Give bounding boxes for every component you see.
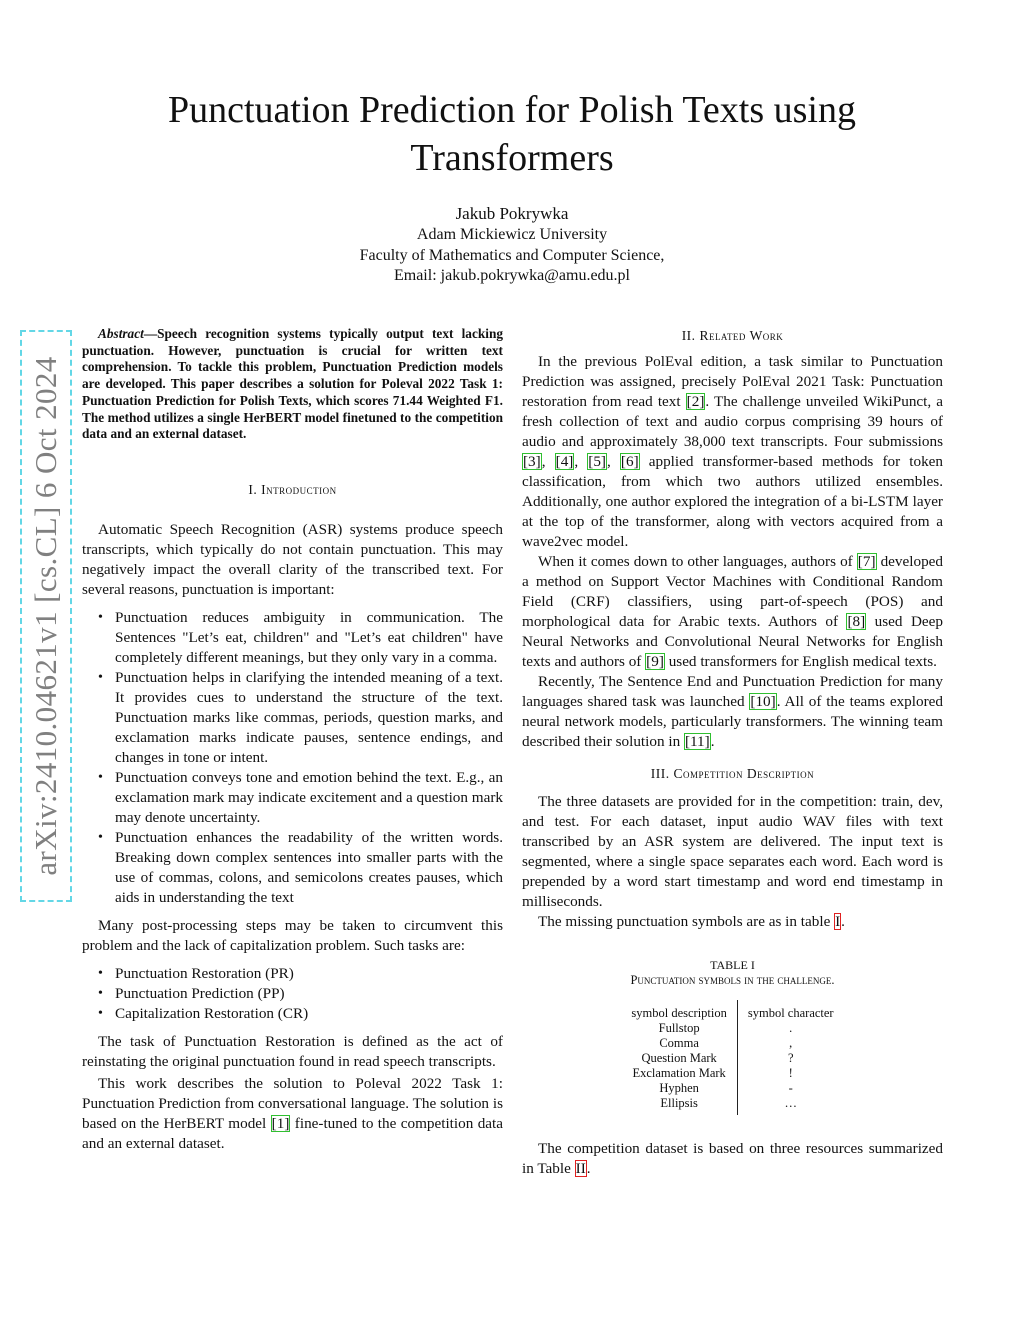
text-run: The missing punctuation symbols are as in table: [538, 913, 835, 930]
table-cell: ,: [789, 1036, 793, 1050]
citation-link[interactable]: [1]: [271, 1114, 290, 1132]
author-email: Email: jakub.pokrywka@amu.edu.pl: [393, 267, 630, 284]
section-title: Introduction: [261, 481, 337, 497]
abstract-text: —Speech recognition systems typically output text lacking punctuation. However, punctuation is crucial for written text comprehension. To tackle this problem, Punctuation Prediction models are developed. This paper describes a solution for Poleval 2022 Task 1: Punctuation Prediction for Polish Texts, which scores 71.44 Weighted F1. The method utilizes a single HerBERT model finetuned to the competition data and an external dataset.: [82, 326, 503, 442]
text-run: This work describes the solution to Poleval 2022 Task 1: Punctuation Prediction from conversational language. The solution is based on the HerBERT model: [82, 1074, 503, 1132]
section-number: II.: [681, 328, 696, 343]
text-run: .: [586, 1160, 591, 1177]
table-label: TABLE I: [710, 958, 755, 972]
table-row: [621, 1036, 843, 1051]
table-cell: !: [788, 1066, 793, 1080]
text-run: fine-tuned to the competition data and an external dataset.: [82, 1114, 503, 1152]
section-title: Competition Description: [673, 766, 815, 781]
table-cell: .: [789, 1021, 793, 1035]
list-item: • Punctuation helps in clarifying the intended meaning of a text. It provides cues to understand the structure of the text. Punctuation marks like commas, periods, question marks, and exclamation marks indicate pauses, sentence endings, and changes in tone or intent.: [115, 668, 503, 768]
table-cell: …: [784, 1096, 797, 1110]
text-run: . All of the teams explored neural network models, particularly transformers. The winning team described their solution in: [522, 693, 943, 750]
text-run: .: [841, 913, 845, 930]
paper-title: [100, 86, 924, 182]
related-work-paragraph-2: [522, 552, 943, 672]
section-heading-introduction: [82, 480, 503, 500]
list-item: • Punctuation reduces ambiguity in communication. The Sentences "Let’s eat, children" and "Let’s eat children" have completely different meanings, but they only vary in a comma.: [115, 608, 503, 668]
citation-link[interactable]: [2]: [686, 393, 705, 410]
left-column: [82, 326, 503, 1154]
table-cell: Hyphen: [621, 1081, 737, 1096]
title-line-2: Transformers: [410, 137, 614, 179]
text-run: used Deep Neural Networks and Convolutional Neural Networks for English texts and authors of: [522, 613, 943, 670]
table-cell: Fullstop: [621, 1021, 737, 1036]
arxiv-identifier: [20, 330, 72, 902]
citation-link[interactable]: [5]: [588, 453, 606, 470]
table-cell: ?: [787, 1051, 794, 1065]
citation-link[interactable]: [9]: [646, 653, 664, 670]
competition-paragraph-1: The three datasets are provided for in the competition: train, dev, and test. For each dataset, input audio WAV files with text transcribed by an ASR system are delivered. The input text is segmented, where a single space separates each word. Each word is prepended by a word start timestamp and word end timestamp in milliseconds.: [522, 793, 943, 910]
table-caption: [522, 973, 943, 988]
table-cell: Ellipsis: [621, 1096, 737, 1115]
intro-paragraph-2: Many post-processing steps may be taken to circumvent this problem and the lack of capitalization problem. Such tasks are:: [82, 916, 503, 954]
citation-link[interactable]: [6]: [620, 453, 639, 470]
list-item: • Capitalization Restoration (CR): [115, 1004, 503, 1024]
text-run: Recently, The Sentence End and Punctuation Prediction for many languages shared task was launched: [522, 673, 943, 710]
author-name: Jakub Pokrywka: [455, 204, 569, 223]
list-item: • Punctuation Restoration (PR): [115, 964, 503, 984]
list-item: • Punctuation Prediction (PP): [115, 984, 503, 1004]
caption-text: Punctuation symbols in the challenge.: [630, 973, 835, 987]
title-line-1: Punctuation Prediction for Polish Texts using: [167, 89, 856, 131]
table-header-row: [621, 1000, 843, 1021]
citation-link[interactable]: [10]: [750, 693, 776, 710]
section-number: I.: [248, 481, 258, 497]
abstract: [82, 326, 503, 443]
citation-link[interactable]: [3]: [523, 453, 541, 470]
arxiv-id-text: arXiv:2410.04621v1 [cs.CL] 6 Oct 2024: [28, 356, 63, 876]
citation-link[interactable]: [7]: [857, 553, 876, 570]
text-run: .: [710, 733, 715, 750]
table-cell: Question Mark: [621, 1051, 737, 1066]
text-run: applied transformer-based methods for token classification, from which two authors utilized ensembles. Additionally, one author explored the integration of a bi-LSTM layer at the top of the transformer, along with vectors acquired from a wave2vec model.: [522, 453, 944, 550]
citation-link[interactable]: [8]: [847, 613, 866, 630]
intro-paragraph-1: Automatic Speech Recognition (ASR) systems produce speech transcripts, which typically do not contain punctuation. This may negatively impact the overall clarity of the transcribed text. For several reasons, punctuation is important:: [82, 520, 503, 598]
list-item: • Punctuation enhances the readability of the written words. Breaking down complex sentences into smaller parts with the use of commas, colons, and semicolons creates pauses, which aids in understanding the text: [115, 828, 503, 908]
intro-paragraph-4: [82, 1074, 503, 1154]
right-column: [522, 326, 943, 1179]
table-header: symbol character: [747, 1006, 834, 1020]
table-1: [522, 958, 943, 1115]
competition-paragraph-2: [522, 912, 943, 932]
citation-link[interactable]: [4]: [555, 453, 574, 470]
table-reference-link[interactable]: I: [835, 913, 841, 930]
intro-paragraph-3: The task of Punctuation Restoration is defined as the act of reinstating the original punctuation found in read speech transcripts.: [82, 1032, 503, 1070]
section-title: Related Work: [699, 328, 784, 343]
text-run: used transformers for English medical texts.: [664, 653, 937, 670]
table-reference-link[interactable]: II: [575, 1160, 586, 1177]
table-row: [621, 1096, 843, 1115]
section-heading-related-work: [522, 326, 943, 346]
importance-list: [82, 608, 503, 908]
section-number: III.: [650, 766, 670, 781]
text-run: The competition dataset is based on three resources summarized in Table: [522, 1140, 943, 1177]
tasks-list: [82, 964, 503, 1024]
table-cell: -: [788, 1081, 793, 1095]
text-run: . The challenge unveiled WikiPunct, a fresh collection of text and audio corpus comprising 39 hours of audio and approximately 38,000 text transcripts. Four submissions: [522, 393, 943, 450]
table-row: [621, 1021, 843, 1036]
related-work-paragraph-3: [522, 672, 943, 752]
table-cell: Comma: [621, 1036, 737, 1051]
abstract-label: Abstract: [98, 326, 144, 341]
list-item: • Punctuation conveys tone and emotion behind the text. E.g., an exclamation mark may indicate excitement and a question mark may denote uncertainty.: [115, 768, 503, 828]
related-work-paragraph-1: In the previous PolEval edition, a task similar to Punctuation Prediction was assigned, precisely PolEval 2021 Task: Punctuation restoration from read text [2]. The challenge unveiled WikiPunct, a fresh collection of text and audio corpus comprising 39 hours of audio and approximately 38,000 text transcripts. Four submissions [3], [4], [5], [6] applied transformer-based methods for token classification, from which two authors utilized ensembles. Additionally, one author explored the integration of a bi-LSTM layer at the top of the transformer, along with vectors acquired from a wave2vec model.: [522, 353, 944, 550]
text-run: In the previous PolEval edition, a task similar to Punctuation Prediction was assigned, precisely PolEval 2021 Task: Punctuation restoration from read text: [522, 353, 943, 410]
table-row: [621, 1051, 843, 1066]
table-cell: Exclamation Mark: [621, 1066, 737, 1081]
table-header: symbol description: [621, 1000, 737, 1021]
affiliation-faculty: Faculty of Mathematics and Computer Science,: [359, 246, 665, 264]
affiliation-university: Adam Mickiewicz University: [416, 226, 608, 243]
author-block: [200, 203, 824, 287]
table-row: [621, 1066, 843, 1081]
text-run: When it comes down to other languages, authors of: [538, 553, 857, 570]
text-run: developed a method on Support Vector Machines with Conditional Random Field (CRF) classifiers, using part-of-speech (POS) and morphological data for Arabic texts. Authors of: [522, 553, 943, 630]
citation-link[interactable]: [11]: [684, 733, 710, 750]
section-heading-competition: [522, 764, 943, 784]
table-row: [621, 1081, 843, 1096]
punctuation-table: [621, 1000, 843, 1115]
competition-paragraph-3: [522, 1139, 943, 1179]
